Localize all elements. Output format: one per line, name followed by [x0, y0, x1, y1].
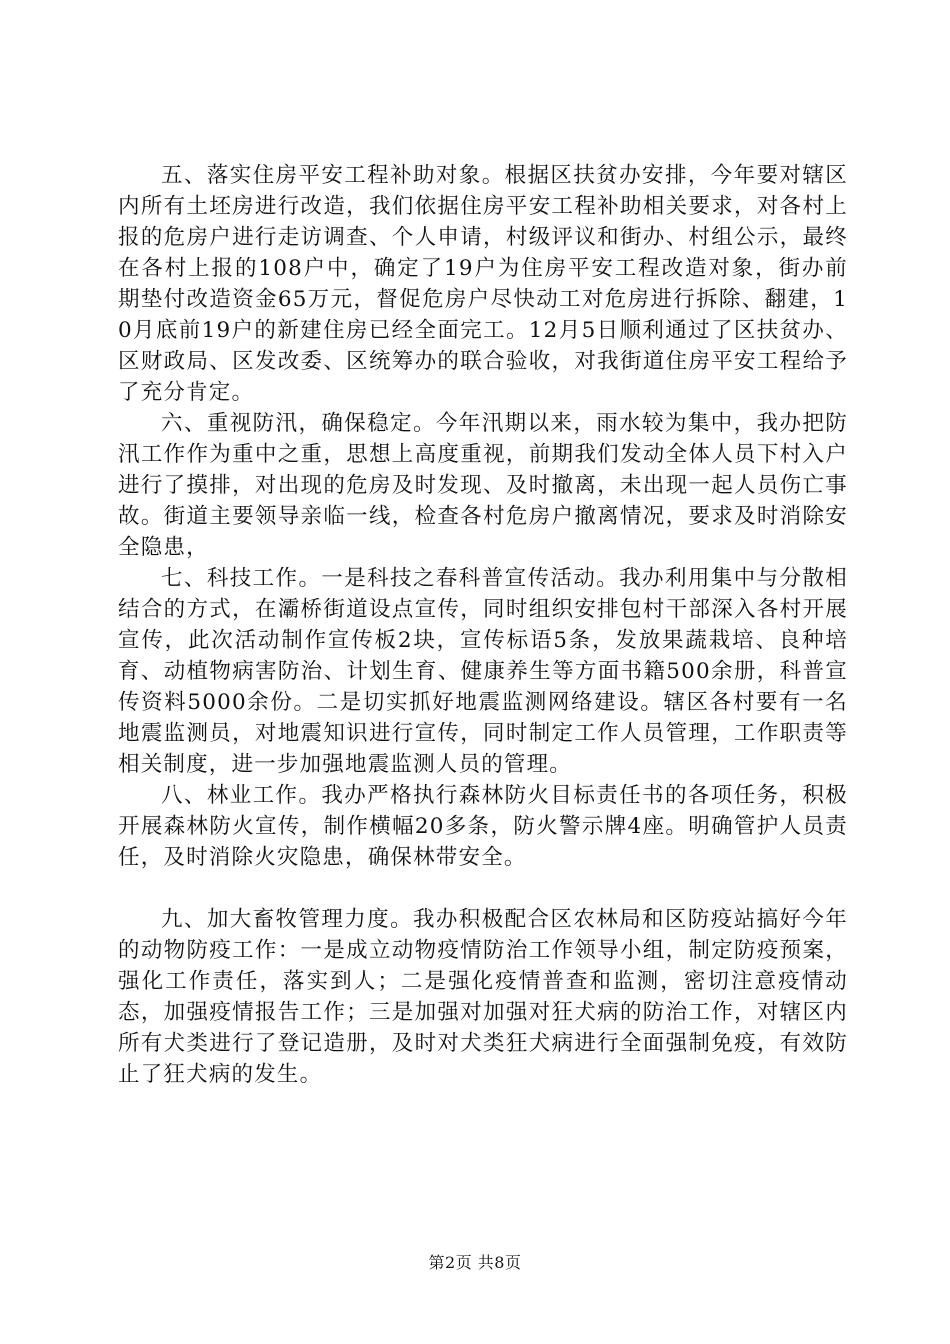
- paragraph-flood-control: 六、重视防汛，确保稳定。今年汛期以来，雨水较为集中，我办把防汛工作作为重中之重，思想上高度重视，前期我们发动全体人员下村入户进行了摸排，对出现的危房及时发现、及时撤离，未出现一起人员伤亡事故。街道主要领导亲临一线，检查各村危房户撤离情况，要求及时消除安全隐患，: [118, 411, 848, 560]
- paragraph-livestock: 九、加大畜牧管理力度。我办积极配合区农林局和区防疫站搞好今年的动物防疫工作：一是成立动物疫情防治工作领导小组，制定防疫预案，强化工作责任，落实到人；二是强化疫情普查和监测，密切注意疫情动态，加强疫情报告工作；三是加强对加强对狂犬病的防治工作，对辖区内所有犬类进行了登记造册，及时对犬类狂犬病进行全面强制免疫，有效防止了狂犬病的发生。: [118, 907, 848, 1087]
- page-footer: 第2页 共8页: [428, 1253, 522, 1272]
- body-text: [118, 160, 848, 1090]
- paragraph-housing-safety: 五、落实住房平安工程补助对象。根据区扶贫办安排，今年要对辖区内所有土坯房进行改造，我们依据住房平安工程补助相关要求，对各村上报的危房户进行走访调查、个人申请，村级评议和街办、村组公示，最终在各村上报的108户中，确定了19户为住房平安工程改造对象，街办前期垫付改造资金65万元，督促危房户尽快动工对危房进行拆除、翻建，10月底前19户的新建住房已经全面完工。12月5日顺利通过了区扶贫办、区财政局、区发改委、区统筹办的联合验收，对我街道住房平安工程给予了充分肯定。: [118, 163, 848, 405]
- paragraph-science-technology: 七、科技工作。一是科技之春科普宣传活动。我办利用集中与分散相结合的方式，在灞桥街道设点宣传，同时组织安排包村干部深入各村开展宣传，此次活动制作宣传板2块，宣传标语5条，发放果蔬栽培、良种培育、动植物病害防治、计划生育、健康养生等方面书籍500余册，科普宣传资料5000余份。二是切实抓好地震监测网络建设。辖区各村要有一名地震监测员，对地震知识进行宣传，同时制定工作人员管理，工作职责等相关制度，进一步加强地震监测人员的管理。: [118, 566, 848, 777]
- paragraph-forestry: 八、林业工作。我办严格执行森林防火目标责任书的各项任务，积极开展森林防火宣传，制作横幅20多条，防火警示牌4座。明确管护人员责任，及时消除火灾隐患，确保林带安全。: [118, 783, 848, 870]
